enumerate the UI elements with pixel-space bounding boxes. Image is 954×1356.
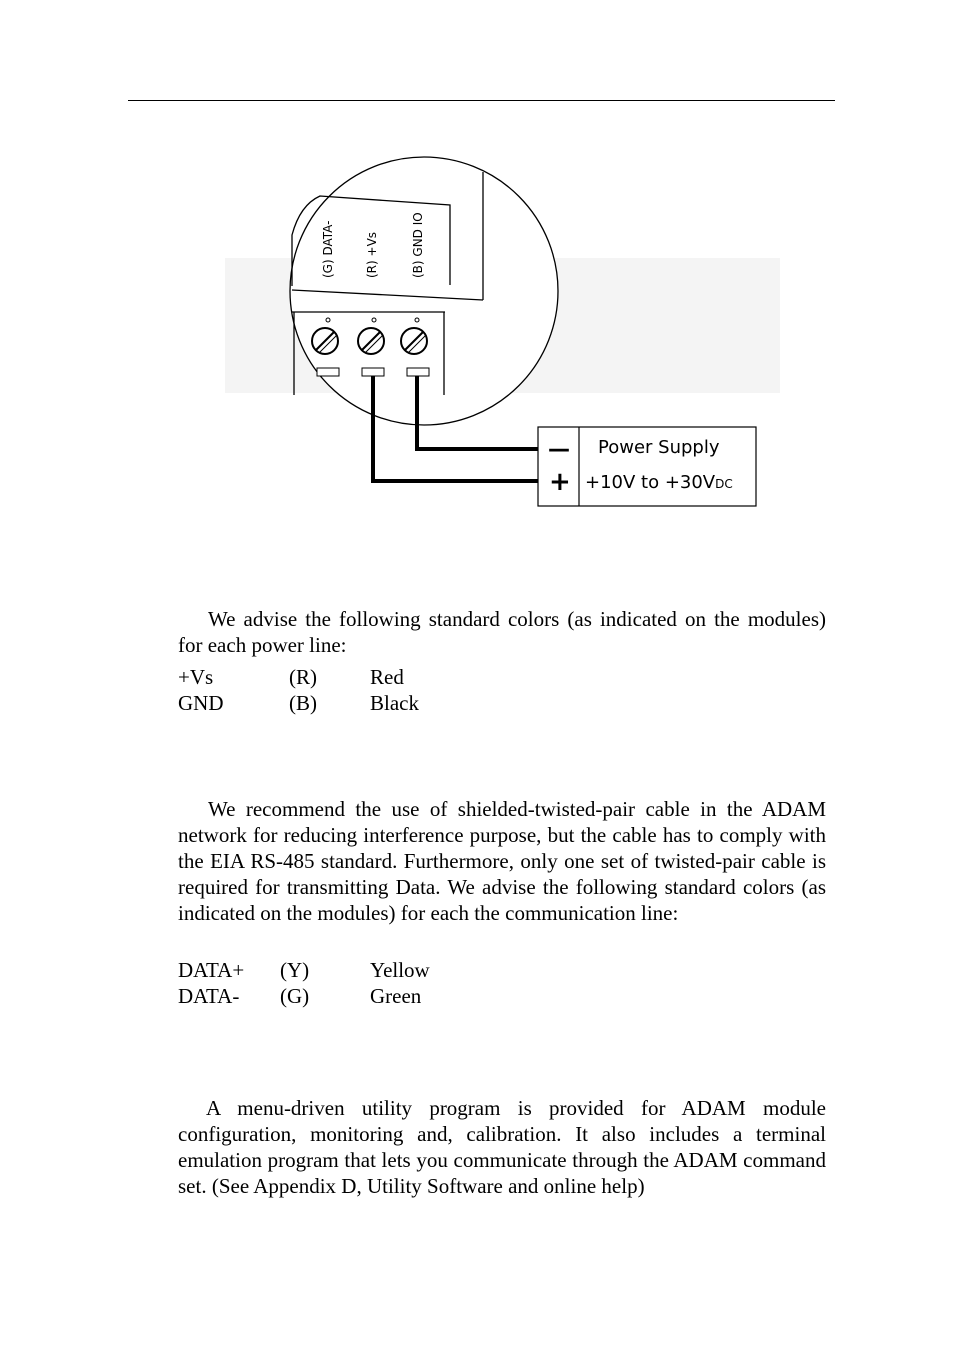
color-code: (Y) [280,958,310,982]
pin-label-vs: (R) +Vs [365,231,379,278]
comm-row-data-minus [178,983,578,1009]
wire-color: Yellow [370,958,430,982]
power-row-vs [178,664,578,690]
pin-label-gnd: (B) GND IO [411,212,425,278]
wire-color: Green [370,984,422,1008]
utility-paragraph: A menu-driven utility program is provided for ADAM module configuration, monitoring and, calibration. It also includes a terminal emulation program that lets you communicate through the ADAM command set. (See Appendix D, Utility Software and online help) [178,1096,826,1198]
power-supply-range-value: +10V to +30V [585,472,716,493]
color-code: (R) [289,665,317,689]
comm-row-data-plus [178,957,578,983]
power-supply-title: Power Supply [598,437,720,458]
wire-color: Black [370,691,419,715]
pin-label-data-minus: (G) DATA- [321,220,335,278]
signal-name: GND [178,691,224,715]
power-supply-range-unit: DC [715,477,733,491]
plus-symbol: + [549,467,571,497]
power-wiring-diagram [0,0,954,560]
color-code: (G) [280,984,310,1008]
wire-color: Red [370,665,404,689]
minus-symbol: — [548,437,570,462]
comm-intro-paragraph: We recommend the use of shielded-twisted-pair cable in the ADAM network for reducing interference purpose, but the cable has to comply with the EIA RS-485 standard. Furthermore, only one set of twisted-pair cable is required for transmitting Data. We advise the following standard colors (as indicated on the modules) for each the communication line: [178,797,826,925]
power-intro-paragraph: We advise the following standard colors (as indicated on the modules) for each power line: [178,607,826,657]
power-row-gnd [178,690,578,716]
color-code: (B) [289,691,317,715]
signal-name: +Vs [178,665,214,689]
signal-name: DATA- [178,984,240,1008]
power-supply-range [585,472,733,493]
signal-name: DATA+ [178,958,245,982]
